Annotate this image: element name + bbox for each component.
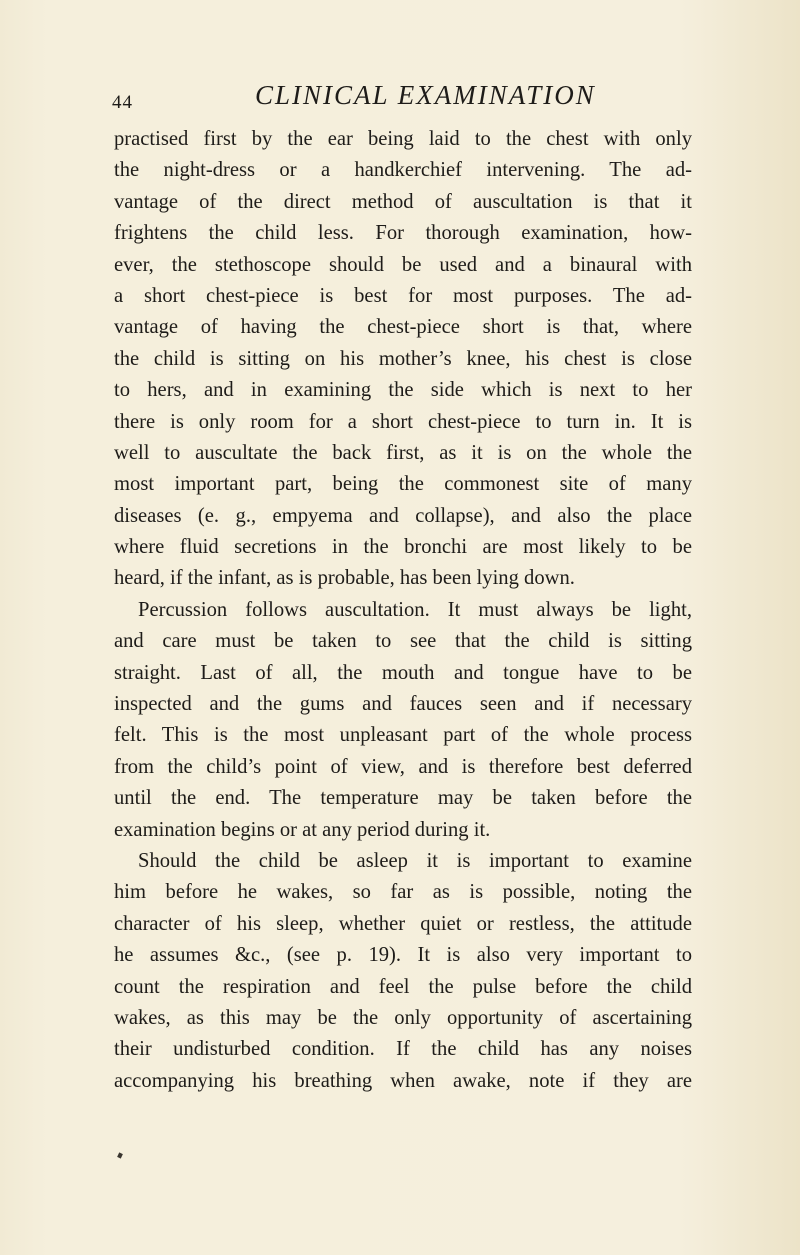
text-line: felt. This is the most unpleasant part of the whole process bbox=[114, 724, 692, 747]
text-line: accompanying his breathing when awake, note if they are bbox=[114, 1069, 692, 1092]
text-line: heard, if the infant, as is probable, has been lying down. bbox=[114, 567, 575, 590]
page-header bbox=[112, 74, 692, 114]
text-line: vantage of the direct method of auscultation is that it bbox=[114, 190, 692, 213]
text-line: a short chest-piece is best for most purposes. The ad- bbox=[114, 284, 692, 307]
running-head: CLINICAL EXAMINATION bbox=[255, 80, 596, 110]
text-line: examination begins or at any period during it. bbox=[114, 818, 491, 841]
text-line: practised first by the ear being laid to the chest with only bbox=[114, 128, 692, 150]
text-line: he assumes &c., (see p. 19). It is also very important to bbox=[114, 944, 692, 967]
text-line: the child is sitting on his mother’s knee, his chest is close bbox=[114, 347, 692, 370]
text-line: to hers, and in examining the side which is next to her bbox=[114, 379, 692, 402]
text-line: Percussion follows auscultation. It must always be light, bbox=[138, 598, 692, 621]
paragraph-percussion bbox=[114, 595, 692, 846]
page-number: 44 bbox=[112, 92, 133, 113]
body-text bbox=[114, 124, 692, 1097]
text-line: Should the child be asleep it is important to examine bbox=[138, 849, 692, 872]
text-line: there is only room for a short chest-piece to turn in. It is bbox=[114, 410, 692, 433]
text-line: him before he wakes, so far as is possible, noting the bbox=[114, 881, 692, 904]
text-line: the night-dress or a handkerchief intervening. The ad- bbox=[114, 159, 692, 182]
text-line: straight. Last of all, the mouth and tongue have to be bbox=[114, 661, 692, 684]
text-line: until the end. The temperature may be taken before the bbox=[114, 787, 692, 810]
paragraph-auscultation bbox=[114, 124, 692, 595]
text-line: most important part, being the commonest site of many bbox=[114, 473, 692, 496]
text-line: their undisturbed condition. If the child has any noises bbox=[114, 1038, 692, 1061]
text-line: character of his sleep, whether quiet or restless, the attitude bbox=[114, 912, 692, 935]
text-line: frightens the child less. For thorough examination, how- bbox=[114, 222, 692, 245]
text-line: count the respiration and feel the pulse before the child bbox=[114, 975, 692, 998]
text-line: well to auscultate the back first, as it is on the whole the bbox=[114, 441, 692, 464]
text-line: and care must be taken to see that the child is sitting bbox=[114, 630, 692, 653]
text-line: ever, the stethoscope should be used and a binaural with bbox=[114, 253, 692, 276]
paragraph-asleep bbox=[114, 846, 692, 1097]
ink-speck bbox=[117, 1152, 123, 1158]
text-line: diseases (e. g., empyema and collapse), and also the place bbox=[114, 504, 692, 527]
text-line: vantage of having the chest-piece short is that, where bbox=[114, 316, 692, 339]
text-line: wakes, as this may be the only opportunity of ascertaining bbox=[114, 1006, 692, 1029]
text-line: where fluid secretions in the bronchi are most likely to be bbox=[114, 536, 692, 559]
text-line: from the child’s point of view, and is therefore best deferred bbox=[114, 755, 692, 778]
text-line: inspected and the gums and fauces seen and if necessary bbox=[114, 693, 692, 716]
